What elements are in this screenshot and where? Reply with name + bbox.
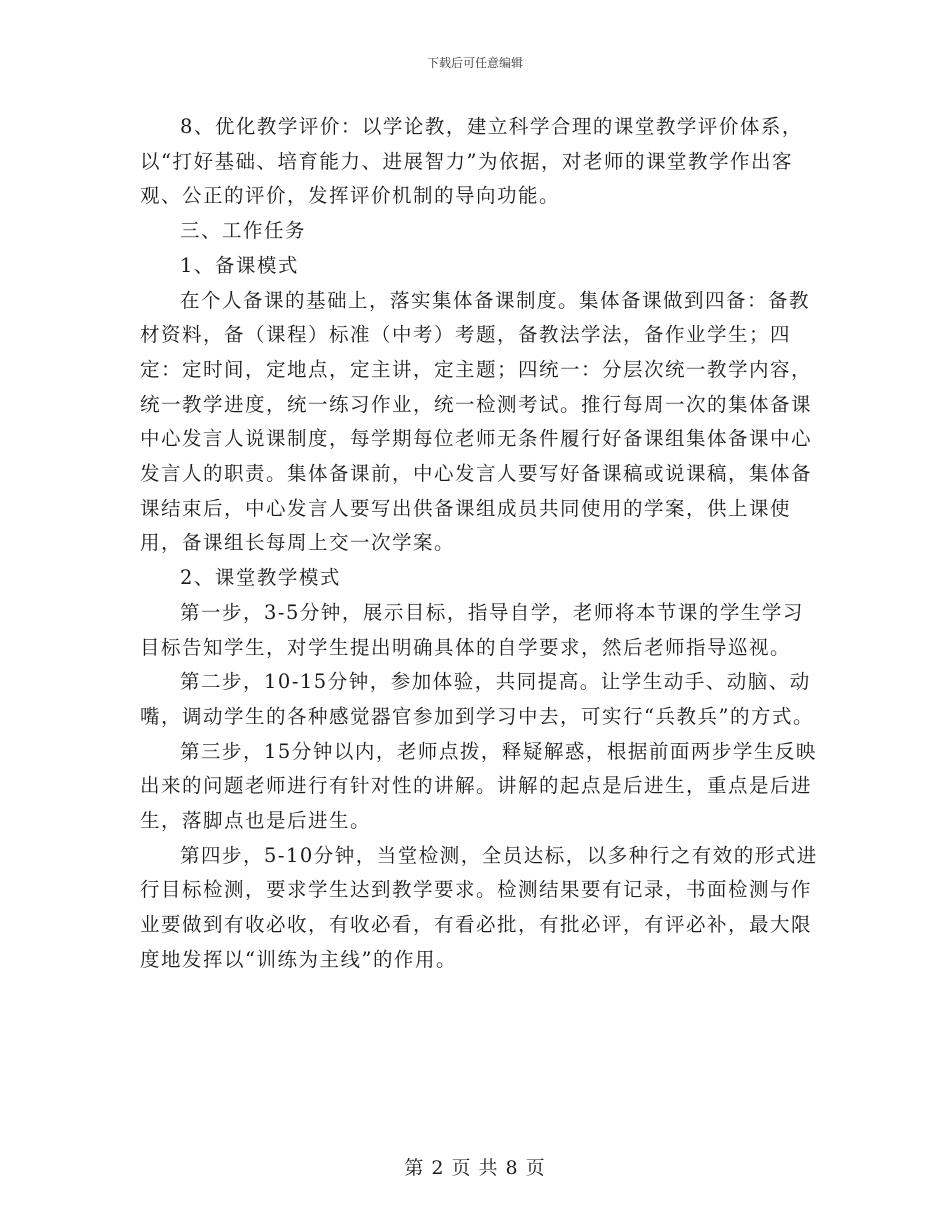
heading-classroom-mode: 2、课堂教学模式 [180,566,341,590]
paragraph-step-four: 第四步，5-10分钟，当堂检测，全员达标，以多种行之有效的形式进行目标检测，要求学生达到教学要求。检测结果要有记录，书面检测与作业要做到有收必收，有收必看，有看必批，有批必评，有评必补，最大限度地发挥以“训练为主线”的作用。 [140,843,818,971]
paragraph-step-two: 第二步，10-15分钟，参加体验，共同提高。让学生动手、动脑、动嘴，调动学生的各种感觉器官参加到学习中去，可实行“兵教兵”的方式。 [140,670,814,728]
paragraph-step-three: 第三步，15分钟以内，老师点拨，释疑解惑，根据前面两步学生反映出来的问题老师进行有针对性的讲解。讲解的起点是后进生，重点是后进生，落脚点也是后进生。 [140,739,817,833]
page-footer: 第 2 页 共 8 页 [404,1157,546,1179]
document-body [140,110,820,978]
heading-lesson-prep-mode: 1、备课模式 [180,253,299,277]
page-header: 下载后可任意编辑 [426,56,523,70]
paragraph-step-one: 第一步，3-5分钟，展示目标，指导自学，老师将本节课的学生学习目标告知学生，对学生提出明确具体的自学要求，然后老师指导巡视。 [140,600,804,659]
paragraph-lesson-prep: 在个人备课的基础上，落实集体备课制度。集体备课做到四备：备教材资料，备（课程）标准（中考）考题，备教法学法，备作业学生；四定：定时间，定地点，定主讲，定主题；四统一：分层次统一教学内容，统一教学进度，统一练习作业，统一检测考试。推行每周一次的集体备课中心发言人说课制度，每学期每位老师无条件履行好备课组集体备课中心发言人的职责。集体备课前，中心发言人要写好备课稿或说课稿，集体备课结束后，中心发言人要写出供备课组成员共同使用的学案，供上课使用，备课组长每周上交一次学案。 [140,288,813,555]
paragraph-evaluation: 8、优化教学评价：以学论教，建立科学合理的课堂教学评价体系，以“打好基础、培育能力、进展智力”为依据，对老师的课堂教学作出客观、公正的评价，发挥评价机制的导向功能。 [140,115,803,208]
heading-work-tasks: 三、工作任务 [180,219,307,243]
